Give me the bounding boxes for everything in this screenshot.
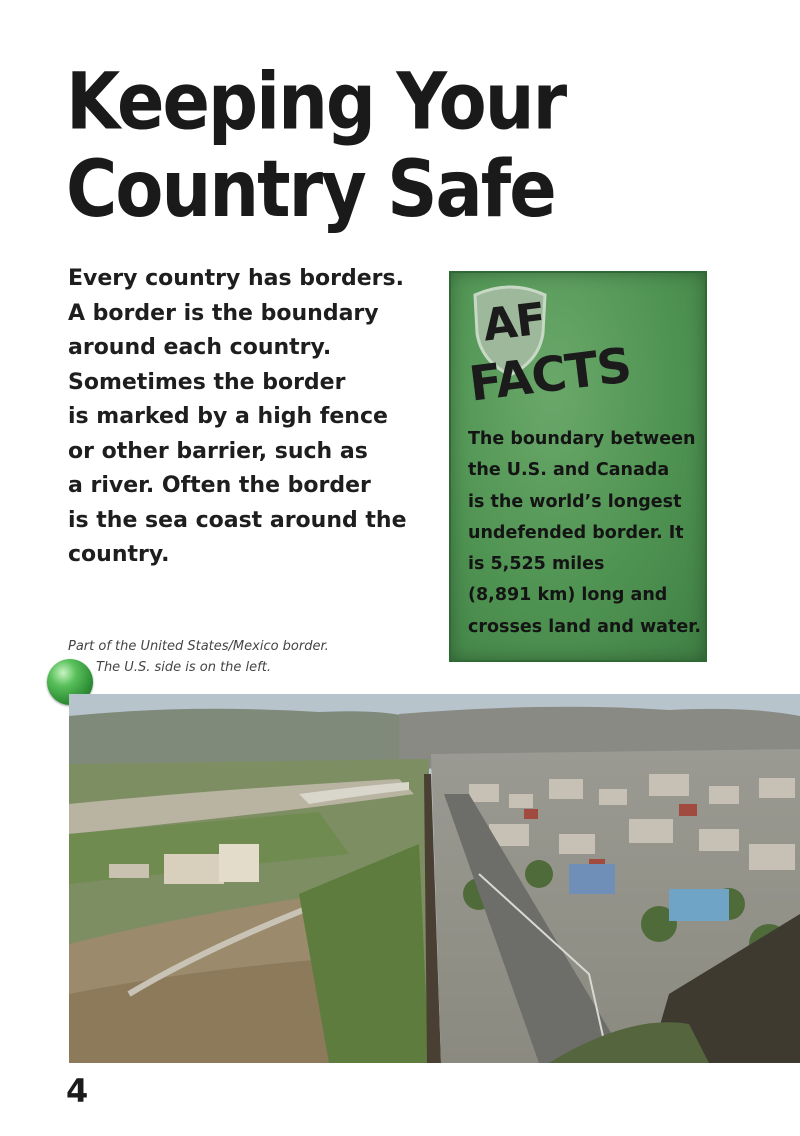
caption-line: The U.S. side is on the left.: [96, 660, 271, 675]
caption-line: Part of the United States/Mexico border.: [68, 639, 329, 654]
facts-line: The boundary between: [468, 429, 696, 449]
body-line: A border is the boundary: [68, 300, 379, 326]
facts-line: is the world’s longest: [468, 491, 682, 512]
body-line: Every country has borders.: [68, 266, 404, 291]
af-facts-box: [449, 271, 707, 662]
body-line: is marked by a high fence: [68, 404, 388, 429]
facts-body: [468, 424, 704, 643]
facts-line: the U.S. and Canada: [468, 460, 670, 481]
facts-line: is 5,525 miles: [468, 554, 605, 575]
facts-line: (8,891 km) long and: [468, 585, 668, 606]
title-line: Keeping Your: [66, 55, 566, 148]
body-line: Sometimes the border: [68, 369, 346, 395]
border-photo: [69, 694, 800, 1063]
facts-line: undefended border. It: [468, 522, 684, 543]
body-paragraph: [68, 262, 438, 573]
facts-heading: FACTS: [466, 337, 634, 413]
body-line: around each country.: [68, 335, 332, 360]
border-landscape-image: [69, 694, 800, 1063]
photo-caption: [68, 636, 368, 678]
body-line: or other barrier, such as: [68, 438, 368, 464]
facts-line: crosses land and water.: [468, 616, 702, 637]
title-line: Country Safe: [66, 143, 555, 235]
page-title: [66, 55, 606, 235]
body-line: country.: [68, 542, 170, 567]
af-badge-text: AF: [480, 293, 548, 352]
body-line: a river. Often the border: [68, 473, 371, 498]
body-line: is the sea coast around the: [68, 507, 407, 533]
page-number: 4: [66, 1072, 89, 1110]
